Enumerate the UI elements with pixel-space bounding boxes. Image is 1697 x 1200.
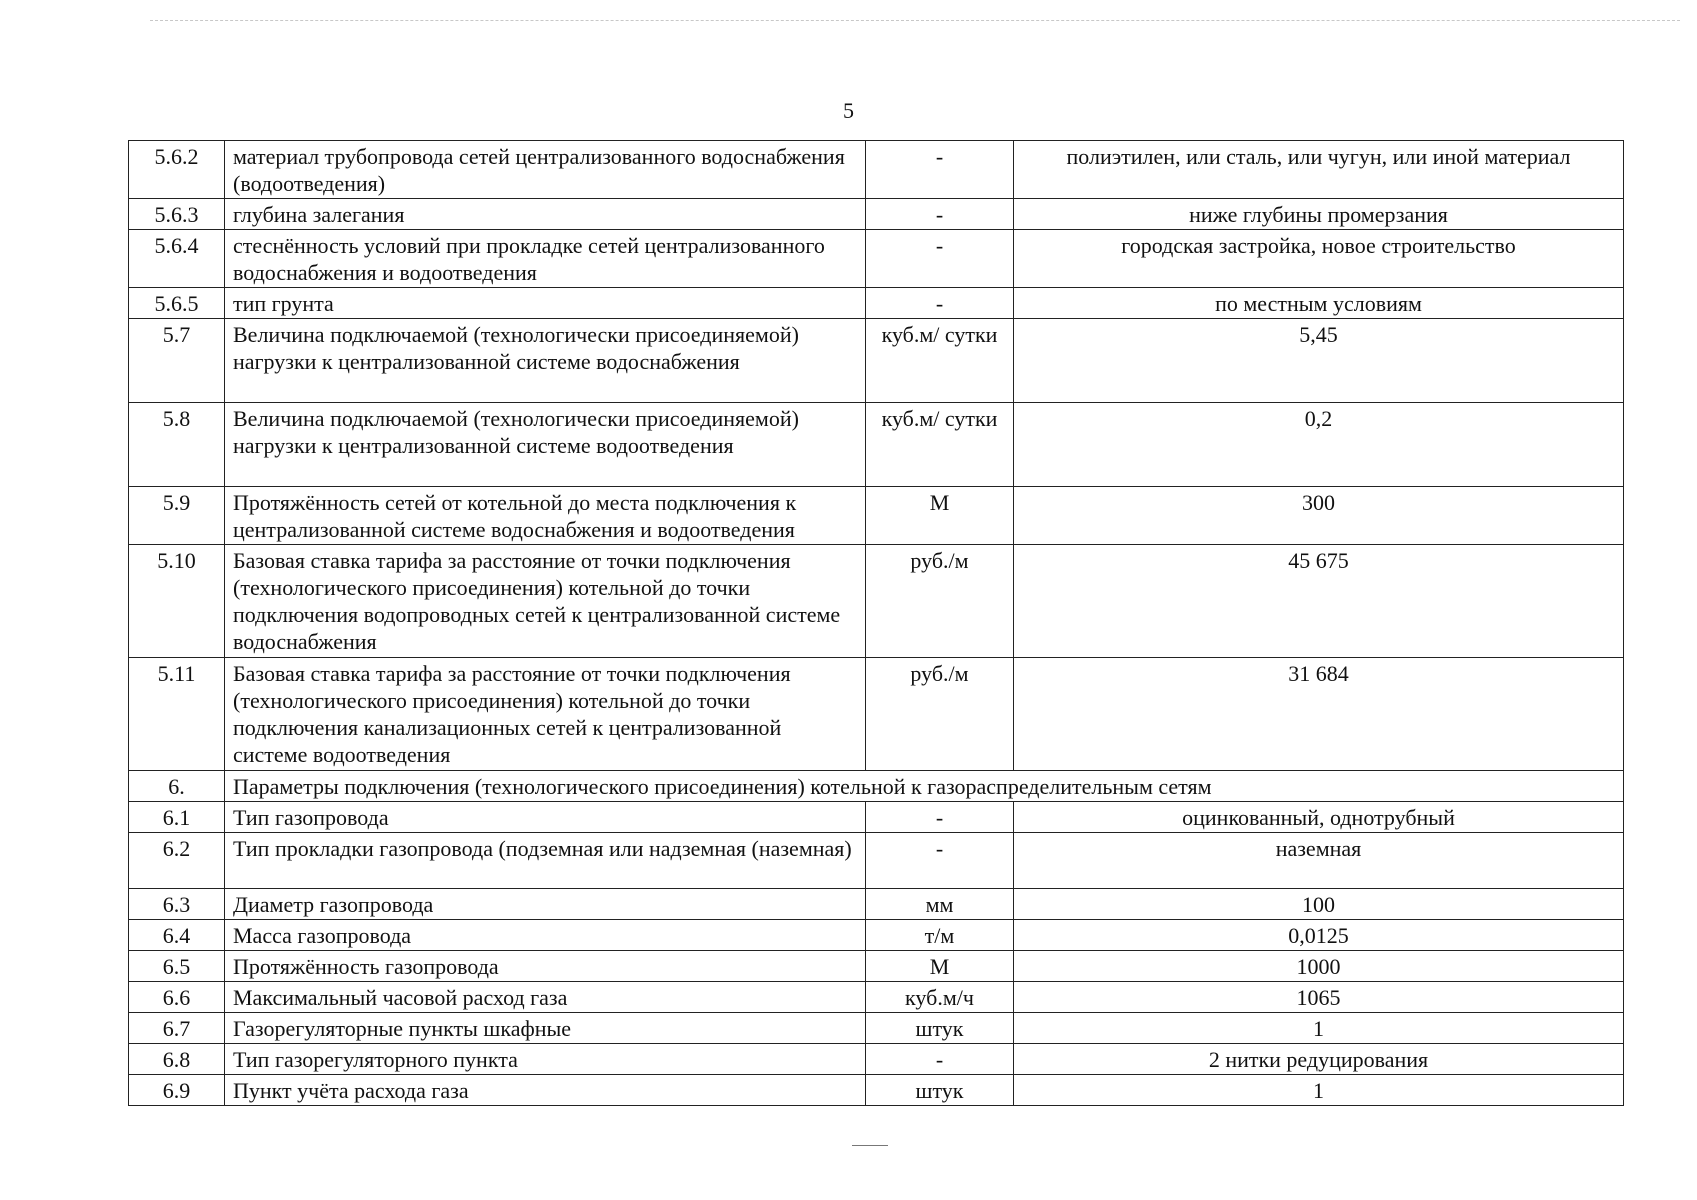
bottom-page-mark (852, 1145, 888, 1146)
row-number: 6.4 (129, 920, 225, 951)
row-value: 0,2 (1014, 403, 1624, 487)
row-unit: руб./м (866, 545, 1014, 658)
row-number: 5.11 (129, 658, 225, 771)
row-value: наземная (1014, 833, 1624, 889)
row-value: 1 (1014, 1013, 1624, 1044)
row-number: 6.9 (129, 1075, 225, 1106)
row-unit: - (866, 141, 1014, 199)
row-parameter: Тип газорегуляторного пункта (225, 1044, 866, 1075)
row-value: 1000 (1014, 951, 1624, 982)
row-unit: М (866, 487, 1014, 545)
row-parameter: Тип прокладки газопровода (подземная или надземная (наземная) (225, 833, 866, 889)
row-parameter: Диаметр газопровода (225, 889, 866, 920)
row-unit: руб./м (866, 658, 1014, 771)
row-value: городская застройка, новое строительство (1014, 230, 1624, 288)
row-number: 6.2 (129, 833, 225, 889)
row-unit: куб.м/ сутки (866, 319, 1014, 403)
row-number: 5.9 (129, 487, 225, 545)
row-value: 0,0125 (1014, 920, 1624, 951)
row-parameter: Максимальный часовой расход газа (225, 982, 866, 1013)
row-value: 2 нитки редуцирования (1014, 1044, 1624, 1075)
row-parameter: Величина подключаемой (технологически присоединяемой) нагрузки к централизованной системе водоснабжения (225, 319, 866, 403)
table-row (129, 199, 1624, 230)
row-number: 5.7 (129, 319, 225, 403)
row-unit: штук (866, 1013, 1014, 1044)
row-unit: - (866, 833, 1014, 889)
row-value: 45 675 (1014, 545, 1624, 658)
row-number: 5.10 (129, 545, 225, 658)
table-row (129, 487, 1624, 545)
table-row (129, 288, 1624, 319)
row-number: 6.1 (129, 802, 225, 833)
row-number: 6.6 (129, 982, 225, 1013)
row-parameter: стеснённость условий при прокладке сетей централизованного водоснабжения и водоотведения (225, 230, 866, 288)
row-value: 1065 (1014, 982, 1624, 1013)
table-row (129, 230, 1624, 288)
row-unit: - (866, 802, 1014, 833)
row-unit: - (866, 199, 1014, 230)
row-parameter: Базовая ставка тарифа за расстояние от точки подключения (технологического присоединения) котельной до точки подключения водопроводных сетей к централизованной системе водоснабжения (225, 545, 866, 658)
row-parameter: Тип газопровода (225, 802, 866, 833)
row-value: 31 684 (1014, 658, 1624, 771)
row-parameter: Величина подключаемой (технологически присоединяемой) нагрузки к централизованной системе водоотведения (225, 403, 866, 487)
row-parameter: Протяжённость газопровода (225, 951, 866, 982)
row-value: по местным условиям (1014, 288, 1624, 319)
row-number: 6.3 (129, 889, 225, 920)
row-unit: т/м (866, 920, 1014, 951)
row-unit: - (866, 288, 1014, 319)
row-value: 1 (1014, 1075, 1624, 1106)
table-row (129, 403, 1624, 487)
row-value: 5,45 (1014, 319, 1624, 403)
section-title: Параметры подключения (технологического присоединения) котельной к газораспределительным сетям (225, 771, 1624, 802)
row-unit: - (866, 230, 1014, 288)
row-parameter: тип грунта (225, 288, 866, 319)
row-parameter: Протяжённость сетей от котельной до места подключения к централизованной системе водоснабжения и водоотведения (225, 487, 866, 545)
row-value: ниже глубины промерзания (1014, 199, 1624, 230)
row-value: оцинкованный, однотрубный (1014, 802, 1624, 833)
row-number: 6.7 (129, 1013, 225, 1044)
row-unit: М (866, 951, 1014, 982)
row-unit: штук (866, 1075, 1014, 1106)
row-number: 6.5 (129, 951, 225, 982)
table-row (129, 1075, 1624, 1106)
table-row (129, 982, 1624, 1013)
table-row (129, 658, 1624, 771)
row-parameter: материал трубопровода сетей централизованного водоснабжения (водоотведения) (225, 141, 866, 199)
row-number: 5.6.3 (129, 199, 225, 230)
section-header-row (129, 771, 1624, 802)
scan-top-edge-line (150, 20, 1680, 21)
row-number: 5.6.4 (129, 230, 225, 288)
row-parameter: Базовая ставка тарифа за расстояние от точки подключения (технологического присоединения) котельной до точки подключения канализационных сетей к централизованной системе водоотведения (225, 658, 866, 771)
row-unit: - (866, 1044, 1014, 1075)
table-row (129, 833, 1624, 889)
row-unit: куб.м/ч (866, 982, 1014, 1013)
row-unit: мм (866, 889, 1014, 920)
table-row (129, 1044, 1624, 1075)
row-number: 6.8 (129, 1044, 225, 1075)
table-row (129, 920, 1624, 951)
table-row (129, 889, 1624, 920)
table-row (129, 545, 1624, 658)
row-unit: куб.м/ сутки (866, 403, 1014, 487)
row-value: 100 (1014, 889, 1624, 920)
row-number: 5.8 (129, 403, 225, 487)
row-parameter: Масса газопровода (225, 920, 866, 951)
row-parameter: Пункт учёта расхода газа (225, 1075, 866, 1106)
row-number: 5.6.2 (129, 141, 225, 199)
table-row (129, 319, 1624, 403)
table-row (129, 1013, 1624, 1044)
parameters-table (128, 140, 1624, 1106)
row-parameter: Газорегуляторные пункты шкафные (225, 1013, 866, 1044)
table-row (129, 802, 1624, 833)
table-row (129, 951, 1624, 982)
section-number: 6. (129, 771, 225, 802)
row-value: 300 (1014, 487, 1624, 545)
row-value: полиэтилен, или сталь, или чугун, или иной материал (1014, 141, 1624, 199)
row-number: 5.6.5 (129, 288, 225, 319)
table-row (129, 141, 1624, 199)
page-number: 5 (843, 98, 854, 123)
row-parameter: глубина залегания (225, 199, 866, 230)
